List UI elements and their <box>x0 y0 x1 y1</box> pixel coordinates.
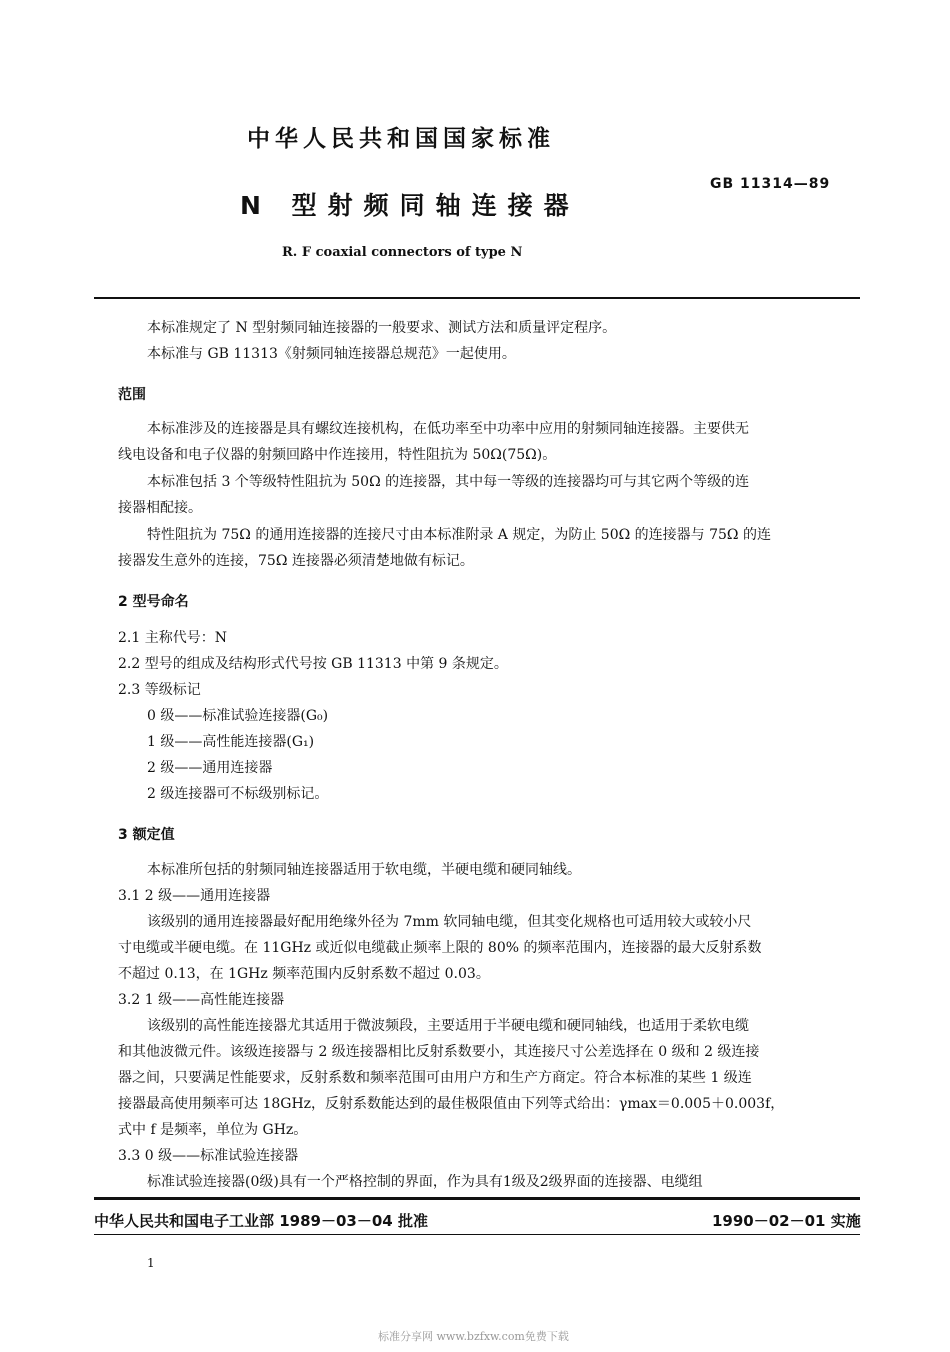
text-line: 器之间，只要满足性能要求，反射系数和频率范围可由用户方和生产方商定。符合本标准的某些 1 级连 <box>118 1070 752 1086</box>
text-line: 3.1 2 级——通用连接器 <box>118 888 271 904</box>
top-rule <box>94 297 860 299</box>
text-line: 1 级——高性能连接器(G₁) <box>147 734 315 750</box>
text-line: 本标准与 GB 11313《射频同轴连接器总规范》一起使用。 <box>147 346 516 362</box>
text-line: 线电设备和电子仪器的射频回路中作连接用，特性阻抗为 50Ω(75Ω)。 <box>118 447 557 463</box>
watermark[interactable]: 标准分享网 www.bzfxw.com免费下载 <box>378 1330 569 1343</box>
text-line: 该级别的通用连接器最好配用绝缘外径为 7mm 软同轴电缆，但其变化规格也可适用较大或较小尺 <box>147 914 752 930</box>
text-line: 本标准包括 3 个等级特性阻抗为 50Ω 的连接器，其中每一等级的连接器均可与其它两个等级的连 <box>147 474 750 490</box>
text-line: 不超过 0.13，在 1GHz 频率范围内反射系数不超过 0.03。 <box>118 966 490 982</box>
implementation-date: 1990－02－01 实施 <box>712 1212 861 1230</box>
approval-line: 中华人民共和国电子工业部 1989－03－04 批准 <box>94 1212 428 1230</box>
text-line: 接器最高使用频率可达 18GHz，反射系数能达到的最佳极限值由下列等式给出：γmax＝0.005＋0.003f， <box>118 1096 785 1112</box>
section-heading: 2 型号命名 <box>118 594 189 610</box>
gb-number: GB 11314—89 <box>710 176 831 192</box>
document-title: N 型射频同轴连接器 <box>240 191 580 220</box>
footer-rule-bottom <box>94 1234 860 1235</box>
text-line: 本标准所包括的射频同轴连接器适用于软电缆，半硬电缆和硬同轴线。 <box>147 862 581 878</box>
standard-type-heading: 中华人民共和国国家标准 <box>247 126 555 152</box>
text-line: 特性阻抗为 75Ω 的通用连接器的连接尺寸由本标准附录 A 规定，为防止 50Ω 的连接器与 75Ω 的连 <box>147 527 771 543</box>
text-line: 接器相配接。 <box>118 500 202 516</box>
english-title: R. F coaxial connectors of type N <box>282 245 523 260</box>
section-heading: 范围 <box>118 387 146 403</box>
text-line: 3.2 1 级——高性能连接器 <box>118 992 285 1008</box>
text-line: 寸电缆或半硬电缆。在 11GHz 或近似电缆截止频率上限的 80% 的频率范围内，连接器的最大反射系数 <box>118 940 762 956</box>
text-line: 和其他波微元件。该级连接器与 2 级连接器相比反射系数要小，其连接尺寸公差选择在 0 级和 2 级连接 <box>118 1044 760 1060</box>
text-line: 本标准规定了 N 型射频同轴连接器的一般要求、测试方法和质量评定程序。 <box>147 320 617 336</box>
section-heading: 3 额定值 <box>118 827 175 843</box>
text-line: 3.3 0 级——标准试验连接器 <box>118 1148 299 1164</box>
text-line: 本标准涉及的连接器是具有螺纹连接机构，在低功率至中功率中应用的射频同轴连接器。主要供无 <box>147 421 749 437</box>
text-line: 0 级——标准试验连接器(G₀) <box>147 708 329 724</box>
footer-rule-top <box>94 1197 860 1200</box>
text-line: 标准试验连接器(0级)具有一个严格控制的界面，作为具有1级及2级界面的连接器、电缆组 <box>147 1174 703 1190</box>
text-line: 2.3 等级标记 <box>118 682 201 698</box>
text-line: 接器发生意外的连接，75Ω 连接器必须清楚地做有标记。 <box>118 553 474 569</box>
text-line: 2 级——通用连接器 <box>147 760 273 776</box>
text-line: 2.2 型号的组成及结构形式代号按 GB 11313 中第 9 条规定。 <box>118 656 508 672</box>
text-line: 2 级连接器可不标级别标记。 <box>147 786 329 802</box>
text-line: 2.1 主称代号：N <box>118 630 227 646</box>
text-line: 式中 f 是频率，单位为 GHz。 <box>118 1122 308 1138</box>
page-number: 1 <box>147 1256 155 1270</box>
text-line: 该级别的高性能连接器尤其适用于微波频段，主要适用于半硬电缆和硬同轴线，也适用于柔软电缆 <box>147 1018 749 1034</box>
